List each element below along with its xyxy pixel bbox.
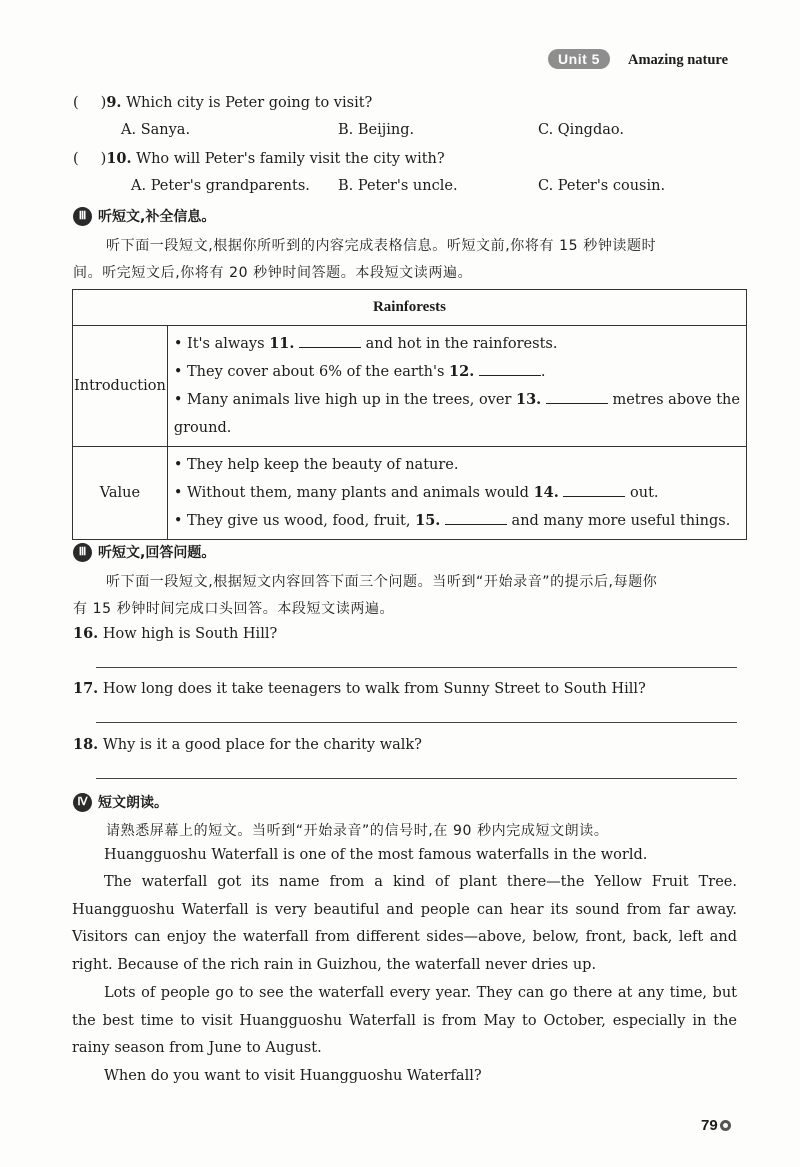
option-10b: B. Peter's uncle.: [338, 178, 458, 194]
passage-paragraph-1: Huangguoshu Waterfall is one of the most famous waterfalls in the world.: [104, 847, 648, 863]
answer-blank-15[interactable]: [445, 510, 507, 525]
section-3b-instructions-line1: 听下面一段短文,根据短文内容回答下面三个问题。当听到“开始录音”的提示后,每题你: [106, 574, 658, 590]
answer-blank-14[interactable]: [563, 482, 625, 497]
option-10c: C. Peter's cousin.: [538, 178, 666, 194]
rainforests-table: [72, 289, 747, 540]
row-label-value: Value: [73, 447, 168, 540]
passage-paragraph-3: Lots of people go to see the waterfall every year. They can go there at any time, but the best time to visit Huangguoshu Waterfall is from May to October, especially in the rainy season from June to August.: [72, 985, 737, 1056]
answer-blank-13[interactable]: [546, 389, 608, 404]
answer-blank-11[interactable]: [299, 333, 361, 348]
table-line: • They give us wood, food, fruit, 15. and many more useful things.: [173, 512, 731, 529]
answer-line-17[interactable]: [96, 722, 737, 723]
answer-blank-12[interactable]: [479, 361, 541, 376]
introduction-cell: [167, 326, 746, 447]
table-line: • They help keep the beauty of nature.: [173, 457, 459, 473]
question-number: 9.: [106, 94, 122, 111]
option-9b: B. Beijing.: [338, 122, 415, 138]
question-9: [73, 94, 372, 111]
table-line: • Without them, many plants and animals would 14. out.: [173, 484, 659, 501]
table-line: • They cover about 6% of the earth's 12. .: [173, 363, 546, 380]
section-3b-heading: [73, 542, 215, 562]
unit-badge: Unit 5: [548, 49, 610, 69]
answer-paren-close: ): [100, 151, 107, 167]
table-line: • It's always 11. and hot in the rainforests.: [173, 335, 558, 352]
question-number: 10.: [106, 150, 132, 167]
table-line: ground.: [173, 420, 232, 436]
passage-paragraph-2: The waterfall got its name from a kind of plant there—the Yellow Fruit Tree. Huangguoshu Waterfall is very beautiful and people can hear its sound from far away. Visitors can enjoy the waterfall from different sides—above, below, front, back, left and right. Because of the rich rain in Guizhou, the waterfall never dries up.: [72, 874, 737, 973]
question-18: 18. Why is it a good place for the charity walk?: [73, 736, 422, 753]
section-4-heading: [73, 792, 168, 812]
question-text: Who will Peter's family visit the city with?: [131, 151, 445, 167]
option-10a: A. Peter's grandparents.: [131, 178, 310, 194]
answer-paren-close: ): [100, 95, 107, 111]
value-cell: [167, 447, 746, 540]
answer-paren-open: (: [73, 151, 79, 167]
section-number-badge: Ⅲ: [73, 207, 92, 226]
section-number-badge: Ⅳ: [73, 793, 92, 812]
page-number-text: 79: [701, 1117, 718, 1134]
question-16: 16. How high is South Hill?: [73, 625, 278, 642]
section-3-heading: [73, 206, 215, 226]
section-3-instructions-line1: 听下面一段短文,根据你所听到的内容完成表格信息。听短文前,你将有 15 秒钟读题时: [106, 238, 657, 254]
gear-icon: [720, 1120, 731, 1131]
table-line: • Many animals live high up in the trees, over 13. metres above the: [173, 391, 740, 408]
unit-title: Amazing nature: [628, 52, 729, 68]
section-title: 听短文,回答问题。: [98, 545, 216, 561]
section-title: 听短文,补全信息。: [98, 209, 216, 225]
passage-paragraph-4: When do you want to visit Huangguoshu Waterfall?: [104, 1068, 482, 1084]
question-10: [73, 150, 445, 167]
row-label-introduction: Introduction: [73, 326, 168, 447]
section-title: 短文朗读。: [98, 795, 168, 811]
section-3b-instructions-line2: 有 15 秒钟时间完成口头回答。本段短文读两遍。: [73, 601, 395, 617]
section-3-instructions-line2: 间。听完短文后,你将有 20 秒钟时间答题。本段短文读两遍。: [73, 265, 473, 281]
page-number: [701, 1117, 731, 1134]
answer-line-18[interactable]: [96, 778, 737, 779]
option-9c: C. Qingdao.: [538, 122, 624, 138]
question-text: Which city is Peter going to visit?: [121, 95, 373, 111]
question-17: 17. How long does it take teenagers to walk from Sunny Street to South Hill?: [73, 680, 646, 697]
section-number-badge: Ⅲ: [73, 543, 92, 562]
table-title: Rainforests: [73, 290, 747, 326]
answer-line-16[interactable]: [96, 667, 737, 668]
section-4-instructions: 请熟悉屏幕上的短文。当听到“开始录音”的信号时,在 90 秒内完成短文朗读。: [106, 823, 609, 839]
answer-paren-open: (: [73, 95, 79, 111]
option-9a: A. Sanya.: [121, 122, 191, 138]
